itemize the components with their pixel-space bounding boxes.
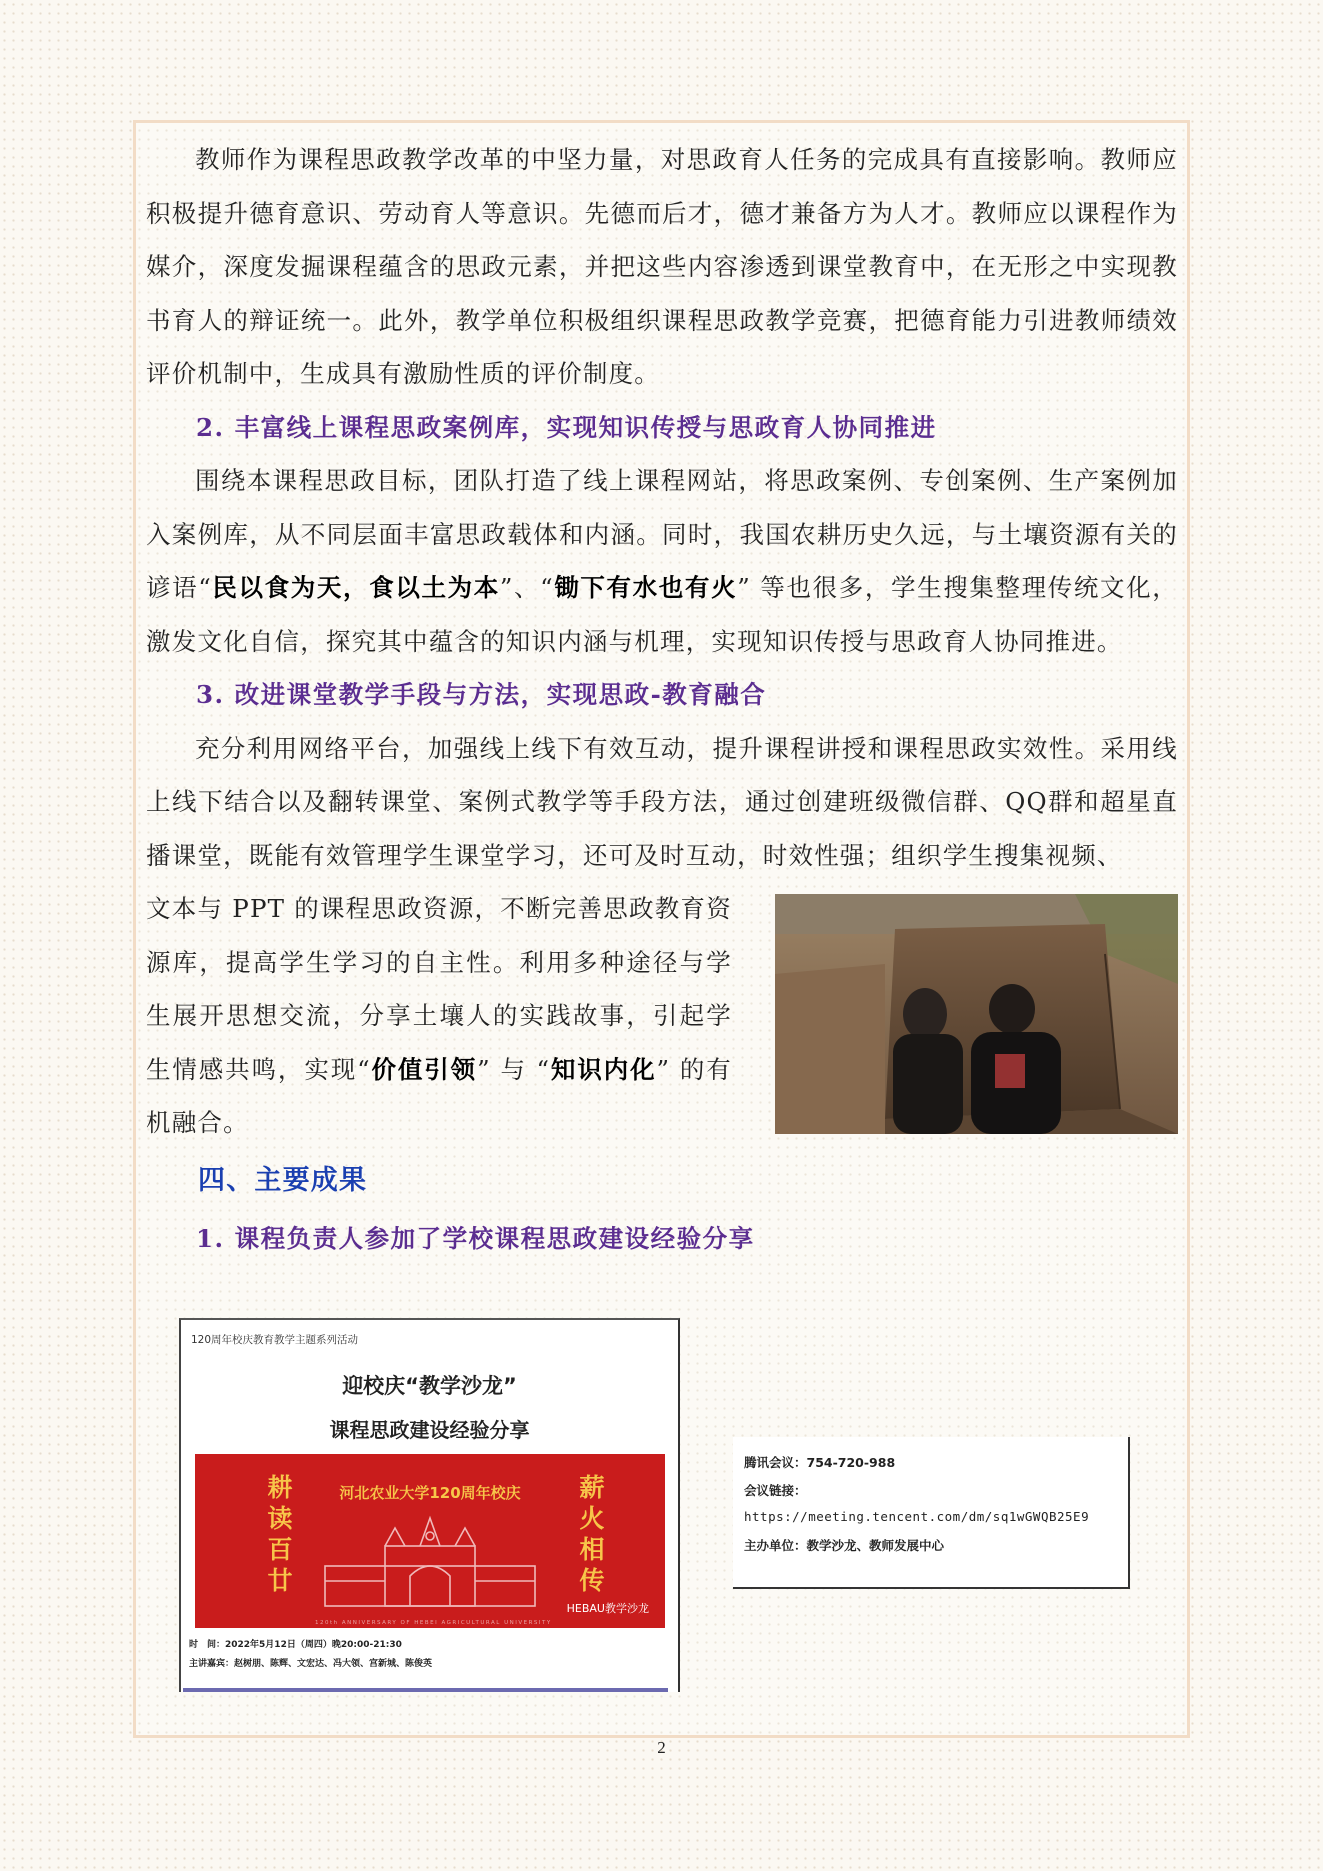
subheading-experience-sharing: 1. 课程负责人参加了学校课程思政建设经验分享 — [196, 1223, 755, 1253]
poster-banner — [195, 1454, 665, 1628]
poster-anniversary-text: 120th ANNIVERSARY OF HEBEI AGRICULTURAL UNIVERSITY — [315, 1620, 552, 1626]
paragraph-case-library-text-a: 围绕本课程思政目标，团队打造了线上课程网站，将思政案例、专创案例、生产案例加入案例库，从不同层面丰富思政载体和内涵。同时，我国农耕历史久远，与土壤资源有关的谚语“ — [146, 466, 1178, 602]
poster-watermark: HEBAU教学沙龙 — [566, 1602, 649, 1615]
paragraph-resources-text-c: ” 的有机融合。 — [146, 1054, 732, 1137]
poster-speakers: 主讲嘉宾：赵树朋、陈辉、文宏达、冯大领、宫新城、陈俊英 — [189, 1659, 433, 1669]
poster-left-slogan: 耕读百廿 — [267, 1473, 293, 1595]
poster-time: 时 间：2022年5月12日（周四）晚20:00-21:30 — [189, 1640, 402, 1650]
document-body — [146, 133, 1178, 1265]
phrase-value-guidance: 价值引领 — [370, 1054, 478, 1084]
proverb-2: 锄下有水也有火 — [553, 573, 738, 602]
salon-poster — [179, 1318, 680, 1692]
poster-banner-title: 河北农业大学120周年校庆 — [339, 1484, 521, 1502]
section-heading-results: 四、主要成果 — [198, 1164, 368, 1196]
proverb-1: 民以食为天，食以土为本 — [211, 573, 500, 602]
poster-right-slogan: 薪火相传 — [579, 1473, 605, 1595]
poster-bottom-bar — [183, 1688, 668, 1692]
meeting-link-url[interactable]: https://meeting.tencent.com/dm/sq1wGWQB25E9 — [744, 1509, 1090, 1524]
paragraph-resources — [146, 882, 732, 1150]
paragraph-case-library-text-b: ”、“ — [499, 573, 554, 602]
university-gate-icon — [315, 1506, 545, 1616]
meeting-info-card — [733, 1437, 1130, 1589]
poster-subtitle: 课程思政建设经验分享 — [329, 1418, 530, 1442]
soil-pit-photo — [775, 894, 1178, 1134]
text-with-photo — [146, 882, 1178, 1150]
paragraph-resources-text-b: ” 与 “ — [477, 1054, 551, 1084]
paragraph-teaching-methods: 充分利用网络平台，加强线上线下有效互动，提升课程讲授和课程思政实效性。采用线上线下结合以及翻转课堂、案例式教学等手段方法，通过创建班级微信群、QQ群和超星直播课堂，既能有效管理学生课堂学习，还可及时互动，时效性强；组织学生搜集视频、 — [146, 733, 1178, 870]
paragraph-case-library — [146, 454, 1178, 668]
poster-series: 120周年校庆教育教学主题系列活动 — [191, 1334, 359, 1346]
subheading-case-library: 2. 丰富线上课程思政案例库，实现知识传授与思政育人协同推进 — [196, 412, 937, 442]
poster-title: 迎校庆“教学沙龙” — [342, 1374, 517, 1398]
paragraph-case-library-text-c: ” 等也很多，学生搜集整理传统文化，激发文化自信，探究其中蕴含的知识内涵与机理，实现知识传授与思政育人协同推进。 — [146, 573, 1178, 656]
phrase-knowledge-internalization: 知识内化 — [550, 1054, 657, 1084]
meeting-link-label: 会议链接： — [744, 1483, 807, 1498]
subheading-teaching-methods: 3. 改进课堂教学手段与方法，实现思政-教育融合 — [196, 680, 767, 709]
page-number: 2 — [657, 1738, 666, 1757]
paragraph-resources-text-a: 文本与 PPT 的课程思政资源，不断完善思政教育资源库，提高学生学习的自主性。利用多种途径与学生展开思想交流，分享土壤人的实践故事，引起学生情感共鸣，实现“ — [146, 894, 732, 1084]
meeting-id: 腾讯会议：754-720-988 — [744, 1455, 896, 1470]
paragraph-teachers: 教师作为课程思政教学改革的中坚力量，对思政育人任务的完成具有直接影响。教师应积极提升德育意识、劳动育人等意识。先德而后才，德才兼备方为人才。教师应以课程作为媒介，深度发掘课程蕴含的思政元素，并把这些内容渗透到课堂教育中，在无形之中实现教书育人的辩证统一。此外，教学单位积极组织课程思政教学竞赛，把德育能力引进教师绩效评价机制中，生成具有激励性质的评价制度。 — [146, 145, 1178, 388]
meeting-organizer: 主办单位：教学沙龙、教师发展中心 — [744, 1538, 945, 1553]
